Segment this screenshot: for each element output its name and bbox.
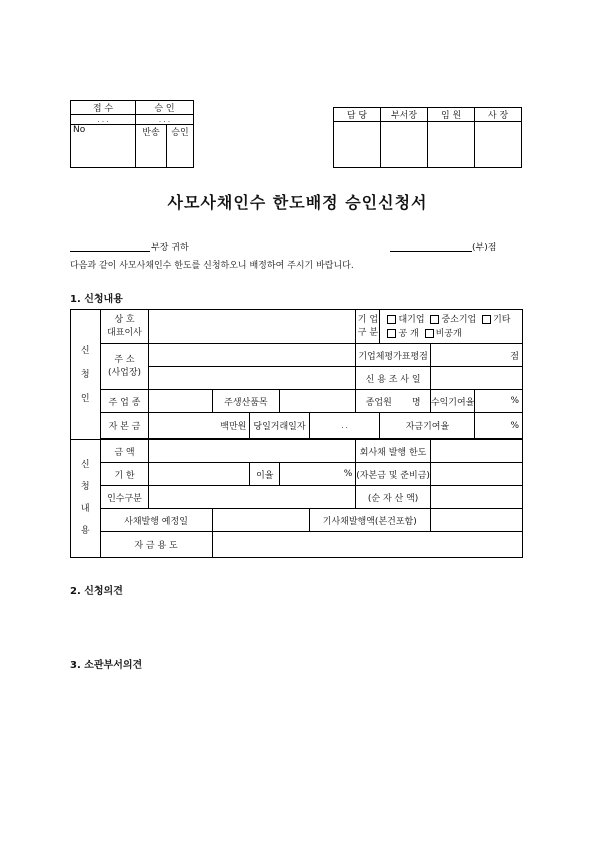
representative-label: 대표이사 (107, 327, 142, 338)
industry-label: 주 업 종 (100, 390, 149, 413)
eval-score-label: 기업체평가표평점 (356, 344, 431, 367)
planned-date-field[interactable] (212, 509, 309, 532)
approval-box (333, 107, 522, 168)
small-company-checkbox[interactable] (430, 315, 439, 324)
company-type-options: 대기업 중소기업 기타 공 개 비공개 (380, 310, 523, 344)
signature-dept-head[interactable] (380, 122, 427, 168)
capital-label: 자 본 금 (100, 413, 149, 439)
capital-reserve-field[interactable] (430, 463, 522, 486)
section-1-heading: 1. 신청내용 (70, 294, 123, 305)
profit-rate-field[interactable]: % (475, 390, 523, 413)
address-label: 주 소 (사업장) (100, 344, 149, 390)
eval-score-field[interactable] (430, 344, 522, 367)
other-checkbox[interactable] (482, 315, 491, 324)
planned-date-label: 사채발행 예정일 (100, 509, 212, 532)
intro-text: 다음과 같이 사모사채인수 한도를 신청하오니 배정하여 주시기 바랍니다. (70, 261, 354, 271)
fund-rate-label: 자금기여율 (380, 413, 475, 439)
receive-date: . . . (71, 115, 136, 125)
capital-unit: 백만원 (220, 422, 247, 432)
reception-box (70, 100, 194, 168)
document-title: 사모사채인수 한도배정 승인신청서 (167, 193, 428, 212)
address-field[interactable] (149, 344, 356, 367)
approve-date: . . . (136, 115, 194, 125)
trade-name-field[interactable] (149, 310, 356, 344)
main-product-field[interactable] (280, 390, 356, 413)
interest-label: 이율 (250, 463, 280, 486)
branch-suffix: (부)점 (472, 243, 497, 253)
credit-date-field[interactable] (430, 367, 522, 390)
existing-issue-label: 기사채발행액(본건포함) (309, 509, 430, 532)
signature-executive[interactable] (428, 122, 475, 168)
public-checkbox[interactable] (387, 329, 396, 338)
receive-label: 접 수 (71, 101, 136, 115)
net-assets-field[interactable] (430, 486, 522, 509)
receipt-number[interactable] (71, 125, 136, 168)
fund-rate-field[interactable]: % (475, 413, 523, 439)
address-field-2[interactable] (149, 367, 356, 390)
acquire-type-field[interactable] (149, 486, 356, 509)
approval-header-president: 사 장 (475, 108, 522, 122)
start-date-field[interactable]: . . (309, 413, 380, 439)
approval-header-staff: 담 당 (334, 108, 381, 122)
return-cell[interactable] (136, 125, 167, 168)
approval-header-executive: 임 원 (428, 108, 475, 122)
addressee-blank[interactable] (70, 241, 150, 252)
company-limit-field[interactable] (430, 440, 522, 463)
fund-use-label: 자 금 용 도 (100, 532, 212, 558)
profit-rate-label: 수익기여율 (430, 390, 474, 413)
credit-date-label: 신 용 조 사 일 (356, 367, 431, 390)
company-limit-label: 회사채 발행 한도 (356, 440, 431, 463)
capital-reserve-label: (자본금 및 준비금) (356, 463, 431, 486)
signature-staff[interactable] (334, 122, 381, 168)
score-unit: 점 (510, 351, 519, 362)
main-product-label: 주생산품목 (212, 390, 280, 413)
no-label: No (73, 125, 86, 136)
interest-field[interactable]: % (280, 463, 356, 486)
section-2-heading: 2. 신청의견 (70, 586, 123, 597)
approve-label: 승 인 (136, 101, 194, 115)
addressee-suffix: 부장 귀하 (151, 243, 189, 253)
return-label: 반송 (142, 128, 160, 139)
trade-name-label: 상 호 대표이사 (100, 310, 149, 344)
branch-blank[interactable] (390, 241, 472, 252)
section-3-heading: 3. 소관부서의견 (70, 660, 143, 671)
net-assets-label: (순 자 산 액) (356, 486, 431, 509)
amount-label: 금 액 (100, 440, 149, 463)
signature-president[interactable] (475, 122, 522, 168)
fund-use-field[interactable] (212, 532, 522, 558)
application-form (70, 309, 523, 558)
applicant-group-label: 신 청 인 (71, 310, 101, 440)
content-group-label: 신 청 내 용 (71, 440, 101, 558)
approval-header-dept-head: 부서장 (380, 108, 427, 122)
amount-field[interactable] (149, 440, 356, 463)
acquire-type-label: 인수구분 (100, 486, 149, 509)
private-checkbox[interactable] (425, 329, 434, 338)
term-label: 기 한 (100, 463, 149, 486)
existing-issue-field[interactable] (430, 509, 522, 532)
company-type-label: 기 업 구 분 (356, 310, 380, 344)
approve-small-label: 승인 (171, 128, 189, 139)
term-field[interactable] (149, 463, 250, 486)
approve-cell[interactable] (167, 125, 194, 168)
start-date-label: 당일거래일자 (250, 413, 309, 439)
industry-field[interactable] (149, 390, 212, 413)
large-company-checkbox[interactable] (387, 315, 396, 324)
capital-field[interactable] (149, 413, 250, 439)
employees-label: 종업원 명 (356, 390, 431, 413)
